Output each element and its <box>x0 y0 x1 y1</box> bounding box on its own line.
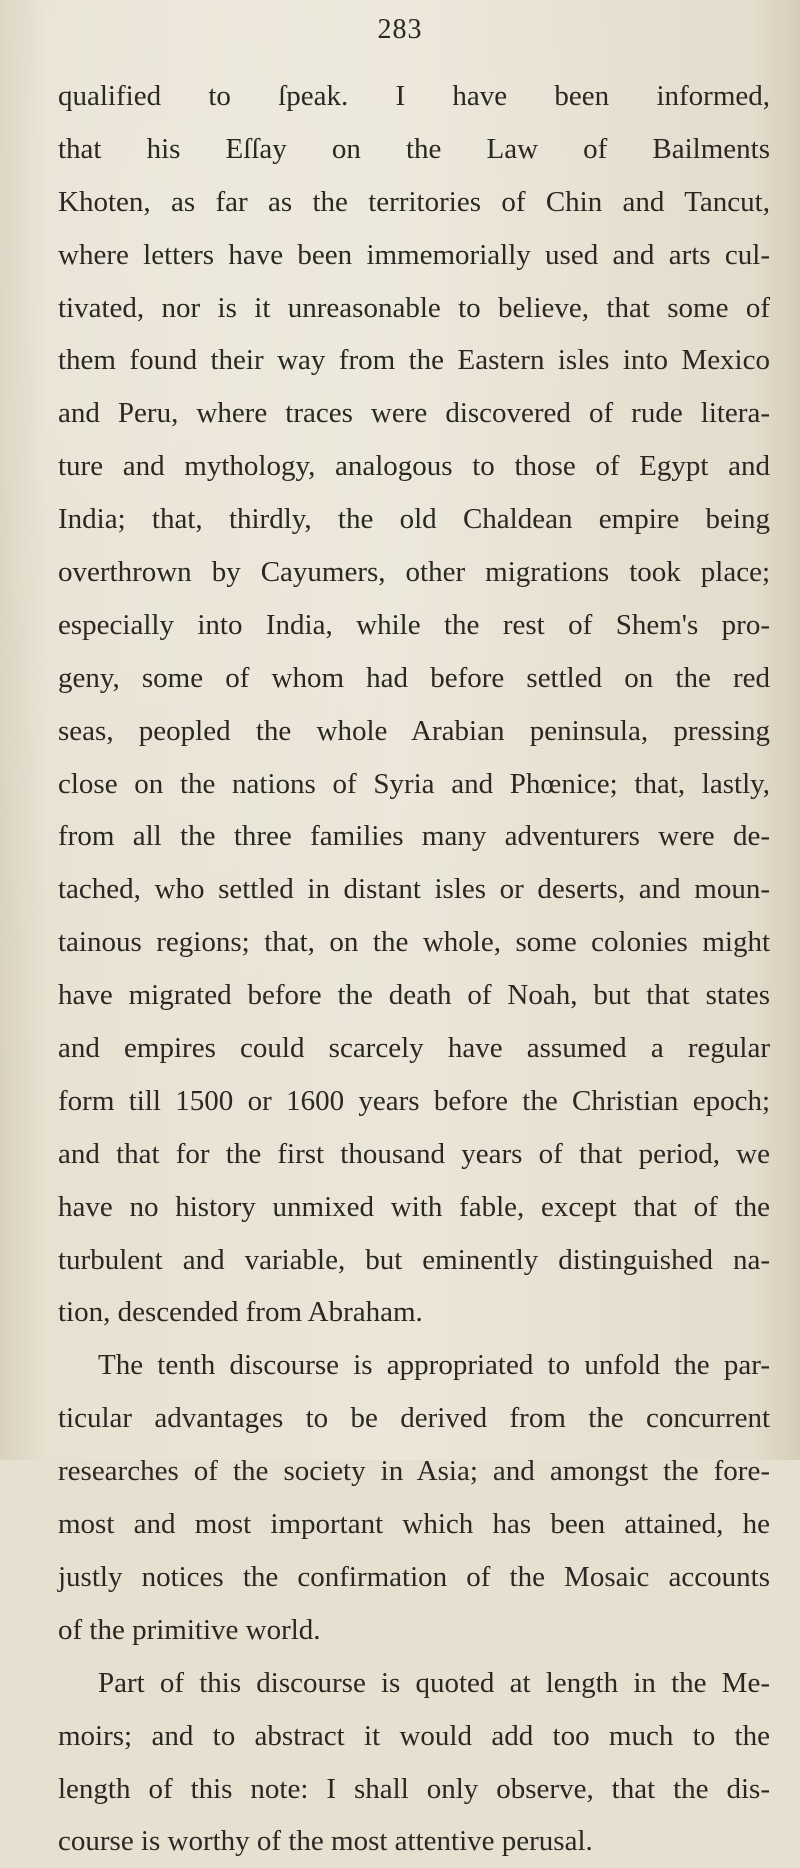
page-number: 283 <box>377 14 423 45</box>
text-line: them found their way from the Eastern isles into Mexico <box>58 344 770 377</box>
text-line: close on the nations of Syria and Phœnice; that, lastly, <box>58 767 770 800</box>
text-line: tivated, nor is it unreasonable to believe, that some of <box>58 291 770 324</box>
text-line: ture and mythology, analogous to those of Egypt and <box>58 450 770 483</box>
text-line: from all the three families many adventurers were de- <box>58 820 770 853</box>
text-line: researches of the society in Asia; and amongst the fore- <box>58 1455 770 1488</box>
text-line: and Peru, where traces were discovered of rude litera- <box>58 397 770 430</box>
text-line: qualified to ſpeak. I have been informed, <box>58 80 770 112</box>
text-line: tainous regions; that, on the whole, some colonies might <box>58 926 770 959</box>
text-line: have migrated before the death of Noah, but that states <box>58 979 770 1012</box>
text-line: seas, peopled the whole Arabian peninsula, pressing <box>58 714 770 747</box>
text-line: have no history unmixed with fable, except that of the <box>58 1190 770 1223</box>
text-line: that his Eſſay on the Law of Bailments <box>58 132 770 165</box>
text-line: geny, some of whom had before settled on the red <box>58 661 770 694</box>
text-line: Part of this discourse is quoted at length in the Me- <box>98 1666 770 1699</box>
text-line: especially into India, while the rest of Shem's pro- <box>58 608 770 641</box>
text-line: tion, descended from Abraham. <box>58 1296 423 1329</box>
text-line: tached, who settled in distant isles or deserts, and moun- <box>58 873 770 906</box>
text-line: overthrown by Cayumers, other migrations took place; <box>58 556 770 589</box>
text-line: and empires could scarcely have assumed a regular <box>58 1032 770 1065</box>
text-line: Khoten, as far as the territories of Chin and Tancut, <box>58 185 770 218</box>
text-line: turbulent and variable, but eminently distinguished na- <box>58 1243 770 1276</box>
text-line: course is worthy of the most attentive perusal. <box>58 1825 593 1858</box>
text-line: India; that, thirdly, the old Chaldean empire being <box>58 503 770 536</box>
text-line: form till 1500 or 1600 years before the Christian epoch; <box>58 1084 770 1117</box>
text-line: justly notices the confirmation of the Mosaic accounts <box>58 1560 770 1593</box>
text-line: length of this note: I shall only observe, that the dis- <box>58 1772 770 1805</box>
text-line: and that for the first thousand years of that period, we <box>58 1137 770 1170</box>
text-line: where letters have been immemorially used and arts cul- <box>58 238 770 271</box>
text-line: ticular advantages to be derived from the concurrent <box>58 1402 770 1435</box>
text-line: of the primitive world. <box>58 1613 321 1646</box>
text-line: most and most important which has been attained, he <box>58 1508 770 1541</box>
body-text <box>58 70 770 1868</box>
text-line: The tenth discourse is appropriated to unfold the par- <box>98 1349 770 1382</box>
text-line: moirs; and to abstract it would add too much to the <box>58 1719 770 1752</box>
